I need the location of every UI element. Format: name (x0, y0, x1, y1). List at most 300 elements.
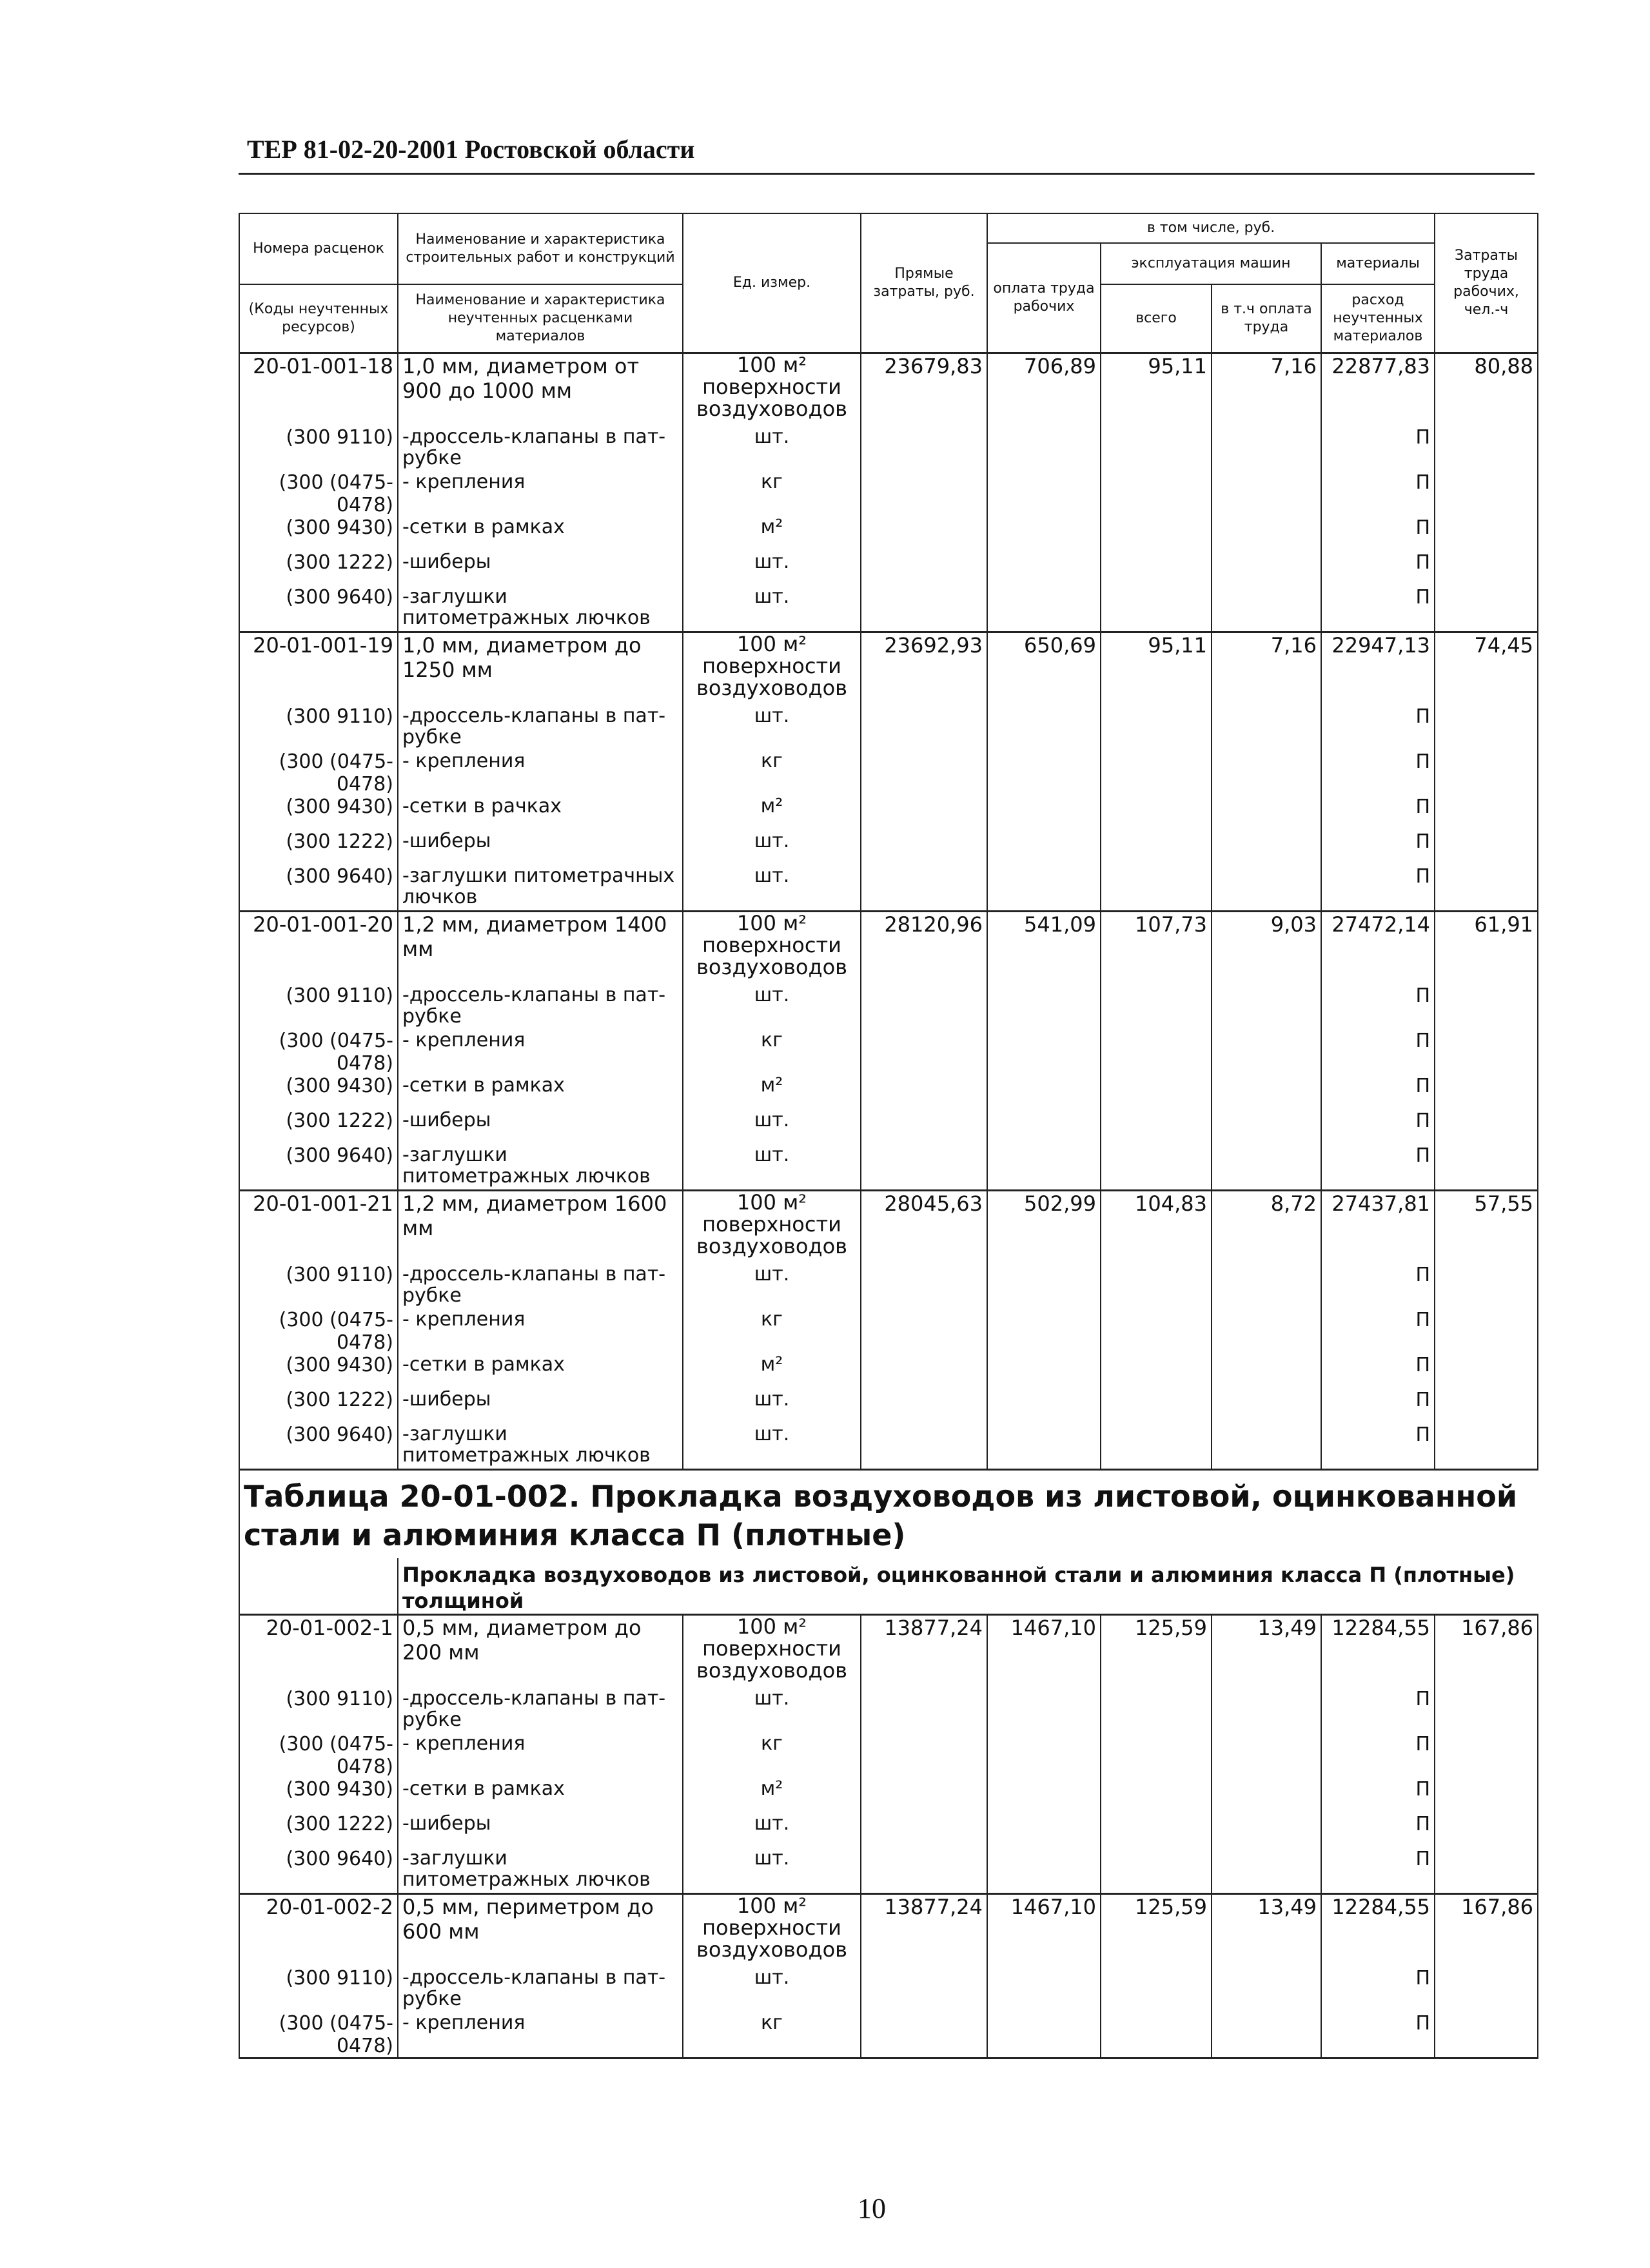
resource-unit: шт. (683, 1848, 861, 1894)
resource-name: -заглушки питометражных лючков (398, 1144, 683, 1191)
empty-cell (1212, 2012, 1321, 2058)
resource-code: (300 9640) (239, 865, 398, 912)
resource-name: -сетки в рамках (398, 1075, 683, 1110)
empty-cell (1212, 1354, 1321, 1389)
empty-cell (861, 1264, 987, 1309)
resource-code: (300 9430) (239, 796, 398, 830)
resource-row (239, 1967, 1538, 2012)
empty-cell (1212, 796, 1321, 830)
resource-row (239, 586, 1538, 632)
empty-cell (1101, 1144, 1212, 1191)
empty-cell (861, 830, 987, 865)
empty-cell (1101, 1030, 1212, 1075)
section-header (239, 1470, 1538, 1615)
empty-cell (1101, 551, 1212, 586)
empty-cell (861, 1389, 987, 1423)
resource-unit: м² (683, 516, 861, 551)
title-rule (239, 173, 1535, 175)
empty-cell (1212, 1075, 1321, 1110)
empty-cell (1212, 830, 1321, 865)
resource-code: (300 9430) (239, 1075, 398, 1110)
resource-unit: шт. (683, 830, 861, 865)
resource-unit: кг (683, 1733, 861, 1778)
unaccounted-material-mark: П (1321, 1688, 1435, 1733)
resource-name: -дроссель-клапаны в пат-рубке (398, 705, 683, 750)
empty-cell (987, 705, 1101, 750)
rate-code: 20-01-001-21 (239, 1191, 398, 1264)
resource-unit: шт. (683, 1264, 861, 1309)
unaccounted-material-mark: П (1321, 796, 1435, 830)
resource-name: -сетки в рамках (398, 1354, 683, 1389)
unaccounted-material-mark: П (1321, 750, 1435, 796)
resource-row (239, 1423, 1538, 1470)
page-number: 10 (858, 2193, 886, 2224)
direct-costs-value: 13877,24 (861, 1615, 987, 1688)
resource-code: (300 (0475-0478) (239, 471, 398, 516)
empty-cell (861, 516, 987, 551)
rate-name: 1,2 мм, диаметром 1600 мм (398, 1191, 683, 1264)
unaccounted-material-mark: П (1321, 865, 1435, 912)
header-machines-pay: в т.ч оплата труда (1212, 284, 1321, 353)
empty-cell (1435, 1389, 1538, 1423)
rate-unit: 100 м² поверхности воздуховодов (683, 632, 861, 706)
rate-name: 1,2 мм, диаметром 1400 мм (398, 912, 683, 985)
rate-code: 20-01-001-18 (239, 353, 398, 427)
empty-cell (987, 1848, 1101, 1894)
resource-name: -шиберы (398, 830, 683, 865)
direct-costs-value: 28045,63 (861, 1191, 987, 1264)
materials-value: 12284,55 (1321, 1894, 1435, 1968)
empty-cell (1101, 1110, 1212, 1144)
rate-code: 20-01-001-20 (239, 912, 398, 985)
resource-unit: кг (683, 2012, 861, 2058)
empty-cell (987, 1354, 1101, 1389)
section-subtitle: Прокладка воздуховодов из листовой, оцинкованной стали и алюминия класса П (плотные) толщиной (398, 1558, 1538, 1615)
empty-cell (987, 471, 1101, 516)
unaccounted-material-mark: П (1321, 984, 1435, 1030)
empty-cell (1212, 1423, 1321, 1470)
resource-code: (300 (0475-0478) (239, 1030, 398, 1075)
empty-cell (1212, 586, 1321, 632)
resource-code: (300 1222) (239, 1110, 398, 1144)
empty-cell (861, 1813, 987, 1848)
empty-cell (1212, 551, 1321, 586)
unaccounted-material-mark: П (1321, 1264, 1435, 1309)
resource-name: -сетки в рамках (398, 516, 683, 551)
unaccounted-material-mark: П (1321, 551, 1435, 586)
empty-cell (861, 1075, 987, 1110)
empty-cell (987, 426, 1101, 471)
empty-cell (1212, 865, 1321, 912)
empty-cell (1435, 586, 1538, 632)
rate-row (239, 632, 1538, 706)
resource-name: -шиберы (398, 1110, 683, 1144)
empty-cell (1435, 984, 1538, 1030)
resource-code: (300 9430) (239, 1354, 398, 1389)
header-machines-total: всего (1101, 284, 1212, 353)
empty-cell (861, 1733, 987, 1778)
empty-cell (1435, 516, 1538, 551)
empty-cell (1212, 1848, 1321, 1894)
rate-unit: 100 м² поверхности воздуховодов (683, 1894, 861, 1968)
resource-row (239, 830, 1538, 865)
resource-code: (300 9110) (239, 1688, 398, 1733)
resource-row (239, 1030, 1538, 1075)
empty-cell (1212, 750, 1321, 796)
empty-cell (1212, 1309, 1321, 1354)
empty-cell (861, 1688, 987, 1733)
empty-cell (1101, 1733, 1212, 1778)
rate-row (239, 1894, 1538, 1968)
empty-cell (1212, 1144, 1321, 1191)
empty-cell (987, 1423, 1101, 1470)
machines-pay-value: 13,49 (1212, 1894, 1321, 1968)
empty-cell (987, 2012, 1101, 2058)
resource-code: (300 9110) (239, 1264, 398, 1309)
empty-cell (1101, 750, 1212, 796)
empty-cell (861, 1423, 987, 1470)
header-materials-sub: расход неучтенных материалов (1321, 284, 1435, 353)
empty-cell (1435, 1733, 1538, 1778)
empty-cell (1212, 1030, 1321, 1075)
header-unit: Ед. измер. (683, 213, 861, 353)
resource-row (239, 865, 1538, 912)
rate-name: 0,5 мм, диаметром до 200 мм (398, 1615, 683, 1688)
unaccounted-material-mark: П (1321, 1813, 1435, 1848)
resource-name: -заглушки питометрачных лючков (398, 865, 683, 912)
resource-code: (300 9640) (239, 586, 398, 632)
resource-row (239, 984, 1538, 1030)
machines-pay-value: 7,16 (1212, 353, 1321, 427)
empty-cell (1101, 426, 1212, 471)
labor-pay-value: 1467,10 (987, 1615, 1101, 1688)
empty-cell (861, 1354, 987, 1389)
empty-cell (1101, 984, 1212, 1030)
resource-row (239, 1733, 1538, 1778)
rate-row (239, 912, 1538, 985)
resource-code: (300 9640) (239, 1144, 398, 1191)
empty-cell (1435, 1354, 1538, 1389)
empty-cell (987, 830, 1101, 865)
empty-cell (1212, 1813, 1321, 1848)
resource-row (239, 426, 1538, 471)
empty-cell (1212, 1733, 1321, 1778)
empty-cell (1101, 471, 1212, 516)
empty-cell (987, 750, 1101, 796)
resource-code: (300 9110) (239, 984, 398, 1030)
empty-cell (861, 551, 987, 586)
empty-cell (861, 1030, 987, 1075)
machines-total-value: 107,73 (1101, 912, 1212, 985)
empty-cell (1435, 796, 1538, 830)
empty-cell (1435, 1778, 1538, 1813)
section-blank-cell (239, 1558, 398, 1615)
rate-code: 20-01-001-19 (239, 632, 398, 706)
empty-cell (1435, 2012, 1538, 2058)
empty-cell (861, 865, 987, 912)
empty-cell (987, 516, 1101, 551)
resource-unit: кг (683, 1309, 861, 1354)
resource-unit: шт. (683, 1110, 861, 1144)
resource-name: -заглушки питометражных лючков (398, 586, 683, 632)
resource-row (239, 705, 1538, 750)
resource-unit: шт. (683, 551, 861, 586)
machines-total-value: 95,11 (1101, 353, 1212, 427)
resource-code: (300 9430) (239, 516, 398, 551)
labor-costs-value: 61,91 (1435, 912, 1538, 985)
empty-cell (1212, 1688, 1321, 1733)
rate-unit: 100 м² поверхности воздуховодов (683, 353, 861, 427)
labor-costs-value: 167,86 (1435, 1615, 1538, 1688)
resource-row (239, 471, 1538, 516)
empty-cell (987, 1688, 1101, 1733)
empty-cell (1101, 830, 1212, 865)
unaccounted-material-mark: П (1321, 516, 1435, 551)
resource-row (239, 2012, 1538, 2058)
unaccounted-material-mark: П (1321, 426, 1435, 471)
resource-unit: шт. (683, 865, 861, 912)
empty-cell (1435, 705, 1538, 750)
unaccounted-material-mark: П (1321, 1733, 1435, 1778)
empty-cell (1435, 471, 1538, 516)
machines-pay-value: 13,49 (1212, 1615, 1321, 1688)
empty-cell (1435, 426, 1538, 471)
empty-cell (1435, 750, 1538, 796)
resource-row (239, 1813, 1538, 1848)
empty-cell (861, 750, 987, 796)
materials-value: 27437,81 (1321, 1191, 1435, 1264)
empty-cell (1101, 1389, 1212, 1423)
resource-name: - крепления (398, 1733, 683, 1778)
unaccounted-material-mark: П (1321, 1967, 1435, 2012)
header-labor-pay: оплата труда рабочих (987, 243, 1101, 353)
empty-cell (1101, 796, 1212, 830)
empty-cell (987, 1309, 1101, 1354)
table-body-2002 (239, 1615, 1538, 2058)
resource-code: (300 9110) (239, 705, 398, 750)
resource-name: - крепления (398, 1309, 683, 1354)
rate-row (239, 353, 1538, 427)
direct-costs-value: 23679,83 (861, 353, 987, 427)
direct-costs-value: 23692,93 (861, 632, 987, 706)
resource-name: -дроссель-клапаны в пат-рубке (398, 1967, 683, 2012)
resource-code: (300 9430) (239, 1778, 398, 1813)
rate-name: 1,0 мм, диаметром от 900 до 1000 мм (398, 353, 683, 427)
empty-cell (861, 2012, 987, 2058)
header-machines: эксплуатация машин (1101, 243, 1321, 284)
document-title: ТЕР 81-02-20-2001 Ростовской области (247, 135, 695, 164)
resource-unit: м² (683, 1778, 861, 1813)
resource-row (239, 516, 1538, 551)
unaccounted-material-mark: П (1321, 1309, 1435, 1354)
resource-row (239, 1110, 1538, 1144)
empty-cell (1435, 1688, 1538, 1733)
resource-unit: кг (683, 1030, 861, 1075)
resource-code: (300 9640) (239, 1423, 398, 1470)
header-codes: Номера расценок (239, 213, 398, 284)
resource-code: (300 (0475-0478) (239, 2012, 398, 2058)
resource-name: -шиберы (398, 1813, 683, 1848)
resource-name: - крепления (398, 2012, 683, 2058)
direct-costs-value: 28120,96 (861, 912, 987, 985)
empty-cell (987, 1733, 1101, 1778)
empty-cell (1212, 516, 1321, 551)
resource-row (239, 1688, 1538, 1733)
resource-code: (300 1222) (239, 1813, 398, 1848)
empty-cell (861, 1778, 987, 1813)
empty-cell (1435, 1423, 1538, 1470)
header-name: Наименование и характеристика строительных работ и конструкций (398, 213, 683, 284)
resource-code: (300 9110) (239, 1967, 398, 2012)
rate-code: 20-01-002-2 (239, 1894, 398, 1968)
direct-costs-value: 13877,24 (861, 1894, 987, 1968)
resource-code: (300 1222) (239, 1389, 398, 1423)
resource-unit: м² (683, 1354, 861, 1389)
empty-cell (1212, 426, 1321, 471)
rate-row (239, 1615, 1538, 1688)
empty-cell (1435, 1110, 1538, 1144)
empty-cell (1101, 1848, 1212, 1894)
resource-name: -сетки в рамках (398, 1778, 683, 1813)
empty-cell (1101, 2012, 1212, 2058)
empty-cell (1212, 1967, 1321, 2012)
resource-row (239, 1144, 1538, 1191)
empty-cell (1212, 705, 1321, 750)
empty-cell (1435, 1967, 1538, 2012)
rate-row (239, 1191, 1538, 1264)
machines-pay-value: 8,72 (1212, 1191, 1321, 1264)
resource-row (239, 1309, 1538, 1354)
resource-name: -заглушки питометражных лючков (398, 1848, 683, 1894)
machines-total-value: 104,83 (1101, 1191, 1212, 1264)
empty-cell (1435, 1144, 1538, 1191)
empty-cell (1101, 1354, 1212, 1389)
empty-cell (1435, 1264, 1538, 1309)
empty-cell (987, 1264, 1101, 1309)
resource-code: (300 (0475-0478) (239, 750, 398, 796)
empty-cell (861, 1848, 987, 1894)
empty-cell (987, 1030, 1101, 1075)
resource-row (239, 1778, 1538, 1813)
resource-name: -шиберы (398, 551, 683, 586)
empty-cell (1212, 1389, 1321, 1423)
empty-cell (987, 1110, 1101, 1144)
header-codes-sub: (Коды неучтенных ресурсов) (239, 284, 398, 353)
resource-name: - крепления (398, 1030, 683, 1075)
section-title: Таблица 20-01-002. Прокладка воздуховодов из листовой, оцинкованной стали и алюминия класса П (плотные) (239, 1470, 1538, 1559)
resource-name: -сетки в рачках (398, 796, 683, 830)
resource-unit: шт. (683, 586, 861, 632)
empty-cell (861, 1110, 987, 1144)
machines-pay-value: 7,16 (1212, 632, 1321, 706)
unaccounted-material-mark: П (1321, 1030, 1435, 1075)
labor-pay-value: 1467,10 (987, 1894, 1101, 1968)
unaccounted-material-mark: П (1321, 1848, 1435, 1894)
empty-cell (1101, 1967, 1212, 2012)
materials-value: 22877,83 (1321, 353, 1435, 427)
empty-cell (987, 1778, 1101, 1813)
resource-unit: шт. (683, 1688, 861, 1733)
labor-costs-value: 57,55 (1435, 1191, 1538, 1264)
rates-table (239, 213, 1538, 2059)
resource-row (239, 750, 1538, 796)
unaccounted-material-mark: П (1321, 1389, 1435, 1423)
empty-cell (1212, 1110, 1321, 1144)
empty-cell (1101, 1423, 1212, 1470)
rate-unit: 100 м² поверхности воздуховодов (683, 1191, 861, 1264)
empty-cell (987, 984, 1101, 1030)
empty-cell (1435, 865, 1538, 912)
unaccounted-material-mark: П (1321, 2012, 1435, 2058)
materials-value: 27472,14 (1321, 912, 1435, 985)
empty-cell (1212, 1778, 1321, 1813)
empty-cell (1435, 1030, 1538, 1075)
empty-cell (861, 586, 987, 632)
resource-row (239, 1264, 1538, 1309)
empty-cell (861, 426, 987, 471)
labor-pay-value: 706,89 (987, 353, 1101, 427)
table-body-2001 (239, 353, 1538, 1470)
empty-cell (987, 796, 1101, 830)
resource-code: (300 1222) (239, 551, 398, 586)
labor-costs-value: 80,88 (1435, 353, 1538, 427)
resource-name: -дроссель-клапаны в пат-рубке (398, 426, 683, 471)
resource-unit: шт. (683, 1144, 861, 1191)
resource-name: - крепления (398, 750, 683, 796)
unaccounted-material-mark: П (1321, 1423, 1435, 1470)
rate-code: 20-01-002-1 (239, 1615, 398, 1688)
resource-name: -дроссель-клапаны в пат-рубке (398, 1264, 683, 1309)
unaccounted-material-mark: П (1321, 1354, 1435, 1389)
empty-cell (1101, 705, 1212, 750)
empty-cell (1435, 830, 1538, 865)
empty-cell (1101, 1778, 1212, 1813)
labor-costs-value: 167,86 (1435, 1894, 1538, 1968)
empty-cell (861, 471, 987, 516)
resource-unit: шт. (683, 1813, 861, 1848)
empty-cell (987, 1967, 1101, 2012)
empty-cell (1101, 1813, 1212, 1848)
unaccounted-material-mark: П (1321, 830, 1435, 865)
header-name-sub: Наименование и характеристика неучтенных расценками материалов (398, 284, 683, 353)
resource-row (239, 1354, 1538, 1389)
resource-unit: кг (683, 471, 861, 516)
resource-name: -заглушки питометражных лючков (398, 1423, 683, 1470)
resource-row (239, 551, 1538, 586)
unaccounted-material-mark: П (1321, 471, 1435, 516)
materials-value: 22947,13 (1321, 632, 1435, 706)
empty-cell (1435, 551, 1538, 586)
empty-cell (1101, 516, 1212, 551)
resource-unit: шт. (683, 426, 861, 471)
unaccounted-material-mark: П (1321, 1075, 1435, 1110)
resource-unit: кг (683, 750, 861, 796)
empty-cell (987, 865, 1101, 912)
empty-cell (861, 705, 987, 750)
rate-name: 0,5 мм, периметром до 600 мм (398, 1894, 683, 1968)
resource-code: (300 (0475-0478) (239, 1733, 398, 1778)
header-including: в том числе, руб. (987, 213, 1435, 243)
empty-cell (861, 1967, 987, 2012)
machines-pay-value: 9,03 (1212, 912, 1321, 985)
empty-cell (1212, 984, 1321, 1030)
rate-name: 1,0 мм, диаметром до 1250 мм (398, 632, 683, 706)
resource-name: - крепления (398, 471, 683, 516)
empty-cell (861, 1144, 987, 1191)
empty-cell (1101, 586, 1212, 632)
labor-pay-value: 650,69 (987, 632, 1101, 706)
resource-unit: шт. (683, 705, 861, 750)
